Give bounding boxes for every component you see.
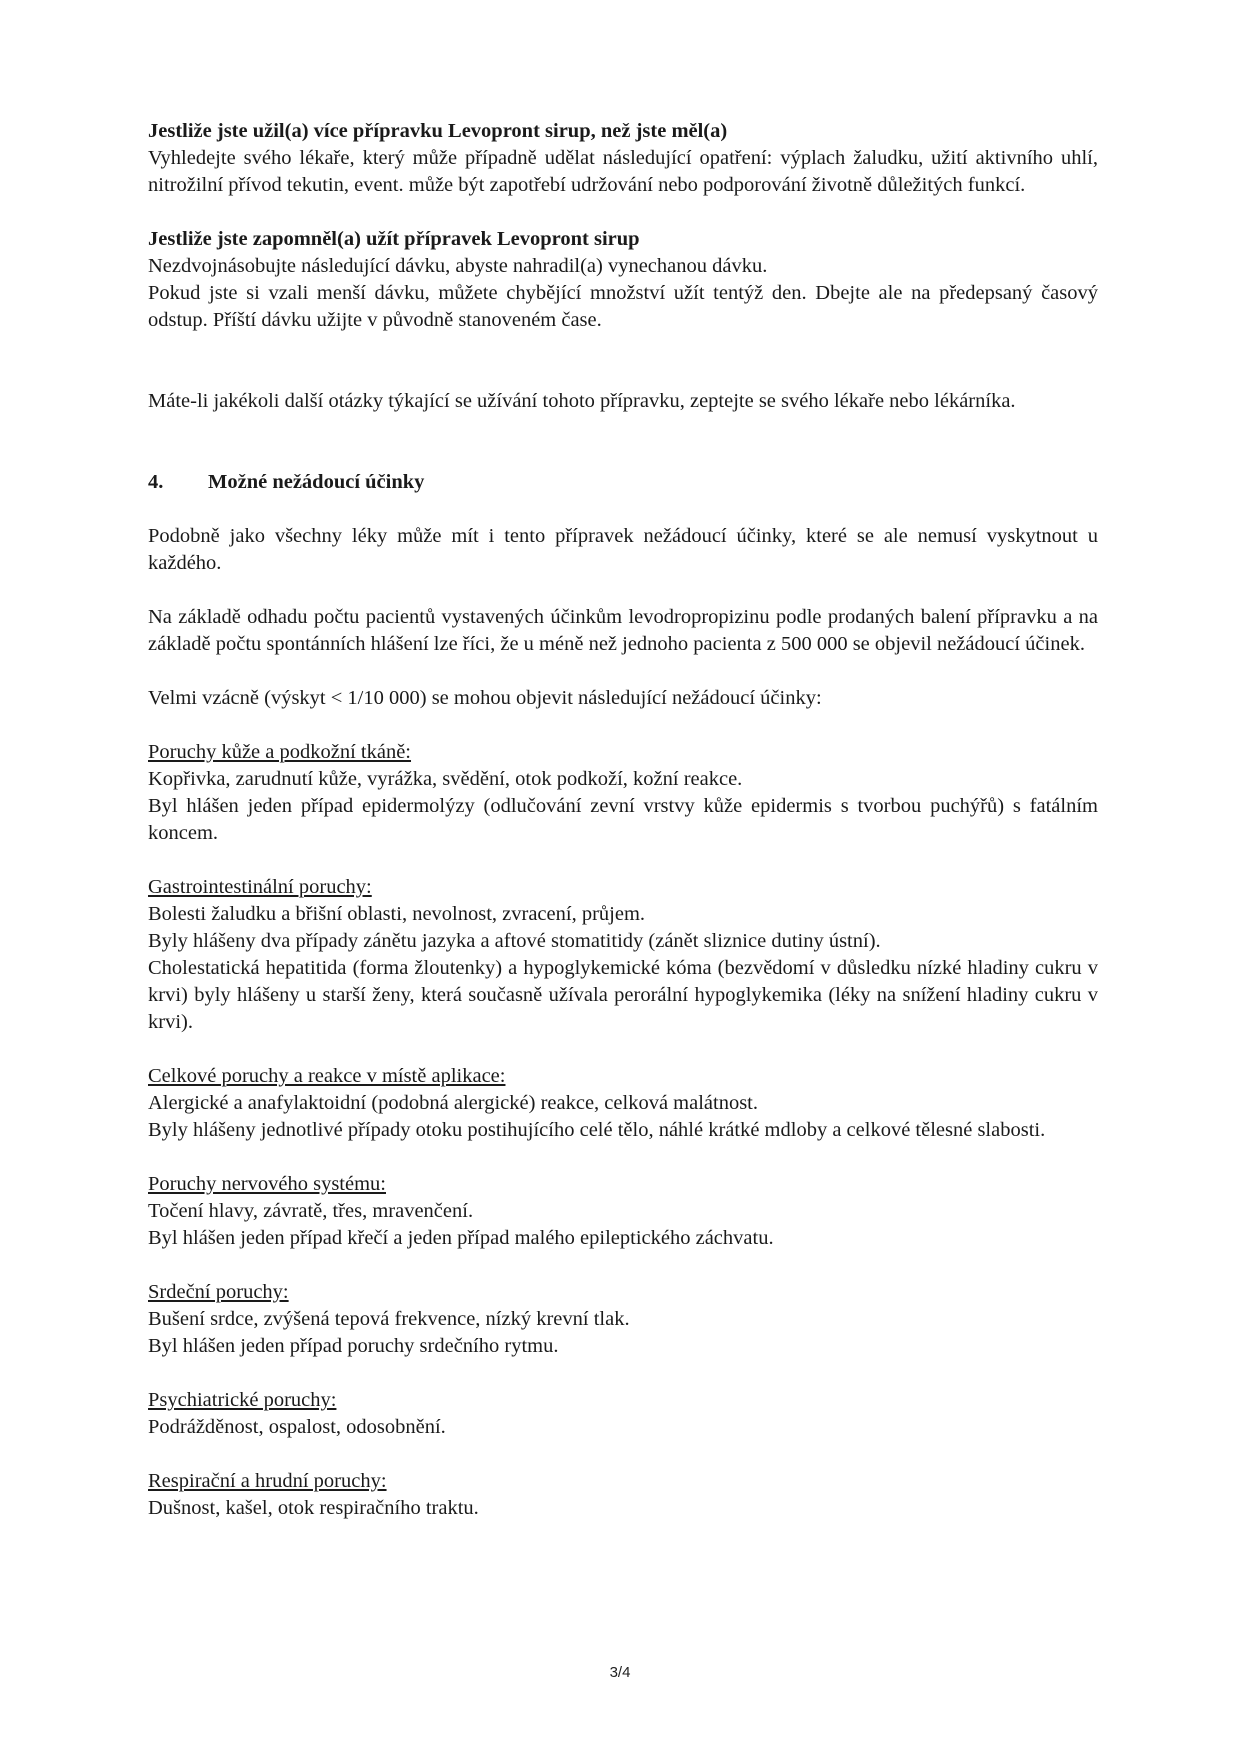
group-line: Bušení srdce, zvýšená tepová frekvence, nízký krevní tlak. xyxy=(148,1308,630,1330)
side-effects-intro: Podobně jako všechny léky může mít i tento přípravek nežádoucí účinky, které se ale nemusí vyskytnout u každého. xyxy=(148,525,1098,574)
group-heading: Celkové poruchy a reakce v místě aplikace: xyxy=(148,1065,506,1087)
group-heading: Srdeční poruchy: xyxy=(148,1281,289,1303)
group-line: Byl hlášen jeden případ poruchy srdečního rytmu. xyxy=(148,1335,559,1357)
spacer xyxy=(148,415,1098,469)
spacer xyxy=(148,334,1098,388)
spacer xyxy=(148,1036,1098,1063)
spacer xyxy=(148,496,1098,523)
group-line: Kopřivka, zarudnutí kůže, vyrážka, svědění, otok podkoží, kožní reakce. xyxy=(148,768,743,790)
group-line: Dušnost, kašel, otok respiračního traktu. xyxy=(148,1497,479,1519)
side-effect-group xyxy=(148,1171,1098,1252)
group-heading: Gastrointestinální poruchy: xyxy=(148,876,372,898)
section-title: Možné nežádoucí účinky xyxy=(208,471,425,493)
spacer xyxy=(148,1441,1098,1468)
spacer xyxy=(148,658,1098,685)
group-line: Podrážděnost, ospalost, odosobnění. xyxy=(148,1416,446,1438)
side-effect-group xyxy=(148,1279,1098,1360)
section-4-heading xyxy=(148,469,1098,496)
group-line: Alergické a anafylaktoidní (podobná alergické) reakce, celková malátnost. xyxy=(148,1092,758,1114)
overdose-text: Vyhledejte svého lékaře, který může případně udělat následující opatření: výplach žaludku, užití aktivního uhlí, nitrožilní přívod tekutin, event. může být zapotřebí udržování nebo podporování životně důležitých funkcí. xyxy=(148,147,1098,196)
spacer xyxy=(148,712,1098,739)
group-line: Byl hlášen jeden případ křečí a jeden případ malého epileptického záchvatu. xyxy=(148,1227,774,1249)
section-number: 4. xyxy=(148,471,164,493)
very-rare-intro: Velmi vzácně (výskyt < 1/10 000) se mohou objevit následující nežádoucí účinky: xyxy=(148,687,822,709)
document-page xyxy=(148,118,1098,1522)
group-line: Byly hlášeny dva případy zánětu jazyka a aftové stomatitidy (zánět sliznice dutiny ústní). xyxy=(148,930,881,952)
side-effect-group xyxy=(148,874,1098,1036)
missed-dose-line: Pokud jste si vzali menší dávku, můžete chybějící množství užít tentýž den. Dbejte ale na předepsaný časový odstup. Příští dávku užijte v původně stanoveném čase. xyxy=(148,282,1098,331)
group-heading: Poruchy nervového systému: xyxy=(148,1173,386,1195)
side-effect-group xyxy=(148,739,1098,847)
side-effects-estimate: Na základě odhadu počtu pacientů vystavených účinkům levodropropizinu podle prodaných balení přípravku a na základě počtu spontánních hlášení lze říci, že u méně než jednoho pacienta z 500 000 se objevil nežádoucí účinek. xyxy=(148,606,1098,655)
side-effect-group xyxy=(148,1063,1098,1144)
page-number: 3/4 xyxy=(609,1664,631,1681)
group-line: Bolesti žaludku a břišní oblasti, nevolnost, zvracení, průjem. xyxy=(148,903,646,925)
side-effect-group xyxy=(148,1468,1098,1522)
group-heading: Psychiatrické poruchy: xyxy=(148,1389,337,1411)
group-line: Cholestatická hepatitida (forma žloutenky) a hypoglykemické kóma (bezvědomí v důsledku nízké hladiny cukru v krvi) byly hlášeny u starší ženy, která současně užívala perorální hypoglykemika (léky na snížení hladiny cukru v krvi). xyxy=(148,957,1098,1033)
spacer xyxy=(148,1360,1098,1387)
group-line: Byly hlášeny jednotlivé případy otoku postihujícího celé tělo, náhlé krátké mdloby a celkové tělesné slabosti. xyxy=(148,1119,1046,1141)
missed-dose-heading: Jestliže jste zapomněl(a) užít přípravek Levopront sirup xyxy=(148,228,640,250)
group-line: Byl hlášen jeden případ epidermolýzy (odlučování zevní vrstvy kůže epidermis s tvorbou puchýřů) s fatálním koncem. xyxy=(148,795,1098,844)
spacer xyxy=(148,1144,1098,1171)
spacer xyxy=(148,199,1098,226)
missed-dose-line: Nezdvojnásobujte následující dávku, abyste nahradil(a) vynechanou dávku. xyxy=(148,255,768,277)
questions-paragraph: Máte-li jakékoli další otázky týkající se užívání tohoto přípravku, zeptejte se svého lékaře nebo lékárníka. xyxy=(148,390,1016,412)
group-heading: Poruchy kůže a podkožní tkáně: xyxy=(148,741,412,763)
spacer xyxy=(148,847,1098,874)
spacer xyxy=(148,577,1098,604)
spacer xyxy=(148,1252,1098,1279)
side-effect-group xyxy=(148,1387,1098,1441)
overdose-heading: Jestliže jste užil(a) více přípravku Levopront sirup, než jste měl(a) xyxy=(148,120,728,142)
group-line: Točení hlavy, závratě, třes, mravenčení. xyxy=(148,1200,474,1222)
group-heading: Respirační a hrudní poruchy: xyxy=(148,1470,387,1492)
